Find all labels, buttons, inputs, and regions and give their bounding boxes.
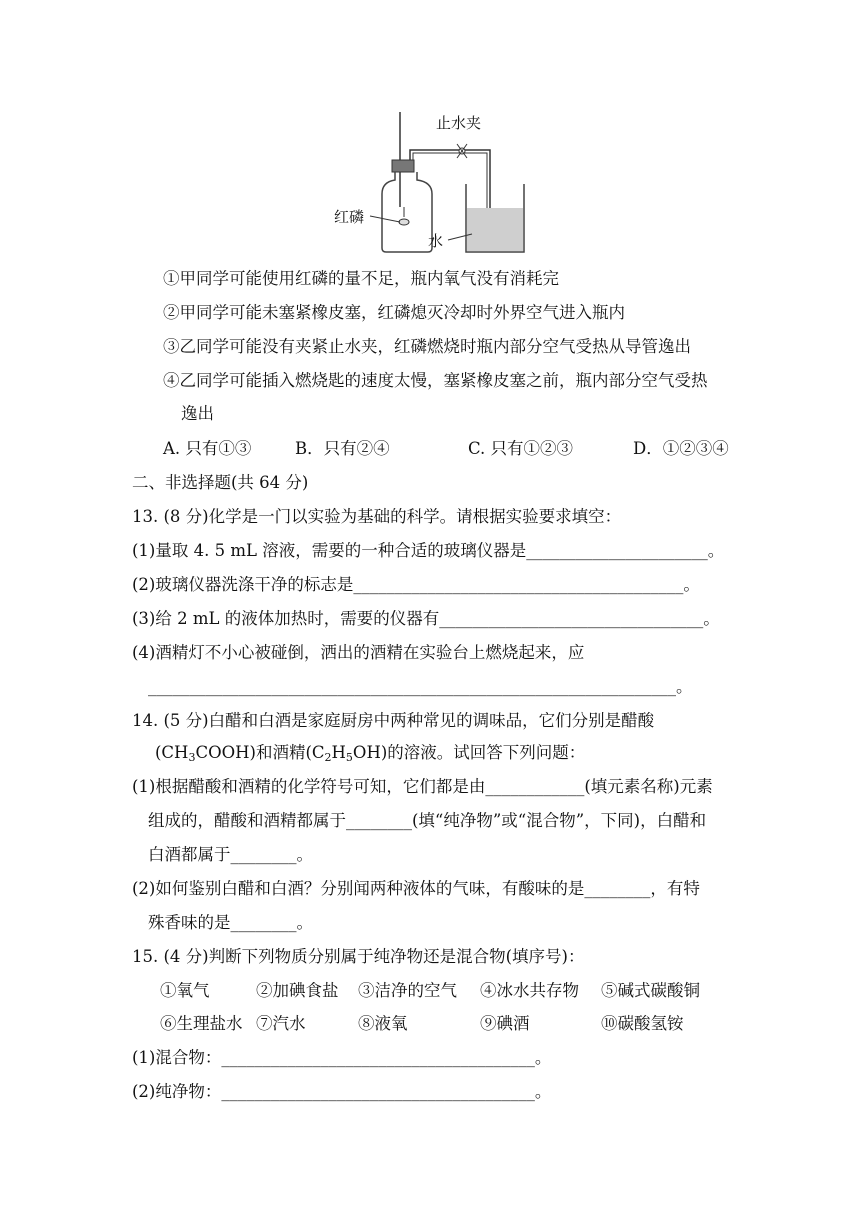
water-fill xyxy=(467,208,523,251)
q12-choice-a: A. 只有①③ xyxy=(163,439,252,458)
label-phosphorus: 红磷 xyxy=(334,208,365,226)
q12-choice-b: B．只有②④ xyxy=(295,439,390,458)
q15-substance: ⑦汽水 xyxy=(256,1014,306,1033)
q14-line-5: 殊香味的是________。 xyxy=(148,913,313,932)
q14-formula-part: H xyxy=(331,743,346,762)
q14-formula-part: COOH)和酒精(C xyxy=(195,743,325,762)
q15-substance: ②加碘食盐 xyxy=(256,981,339,1000)
q15-stem: 15. (4 分)判断下列物质分别属于纯净物还是混合物(填序号)： xyxy=(132,947,585,966)
q12-choice-c: C. 只有①②③ xyxy=(468,439,574,458)
q14-line-4: (2)如何鉴别白醋和白酒？分别闻两种液体的气味，有酸味的是________，有特 xyxy=(132,879,700,898)
q13-item-1: (1)量取 4. 5 mL 溶液，需要的一种合适的玻璃仪器是______________________。 xyxy=(132,541,725,560)
q14-stem-2 xyxy=(155,742,585,769)
q15-substance: ⑧液氧 xyxy=(358,1014,408,1033)
q13-item-4: (4)酒精灯不小心被碰倒，洒出的酒精在实验台上燃烧起来，应 xyxy=(132,643,585,662)
q15-answer-2: (2)纯净物：______________________________________。 xyxy=(132,1082,552,1101)
q12-option-3: ③乙同学可能没有夹紧止水夹，红磷燃烧时瓶内部分空气受热从导管逸出 xyxy=(163,337,691,356)
q15-substance: ⑥生理盐水 xyxy=(160,1014,243,1033)
q15-substance: ⑩碳酸氢铵 xyxy=(601,1014,684,1033)
q15-substance: ④冰水共存物 xyxy=(480,981,579,1000)
q14-line-3: 白酒都属于________。 xyxy=(148,845,313,864)
q14-formula-part: OH)的溶液。试回答下列问题： xyxy=(352,743,586,762)
subscript: 2 xyxy=(324,751,332,764)
phosphorus-leader-line xyxy=(370,216,400,222)
q14-stem-1: 14. (5 分)白醋和白酒是家庭厨房中两种常见的调味品，它们分别是醋酸 xyxy=(132,711,655,730)
q15-substance: ⑨碘酒 xyxy=(480,1014,530,1033)
rubber-stopper xyxy=(392,160,414,172)
label-clamp: 止水夹 xyxy=(436,114,482,132)
apparatus-figure xyxy=(320,112,550,262)
q12-option-2: ②甲同学可能未塞紧橡皮塞，红磷熄灭冷却时外界空气进入瓶内 xyxy=(163,303,625,322)
q13-item-4-blank: ________________________________________________________________。 xyxy=(148,677,693,696)
subscript: 3 xyxy=(188,751,196,764)
q12-option-1: ①甲同学可能使用红磷的量不足，瓶内氧气没有消耗完 xyxy=(163,269,559,288)
q15-substance: ①氧气 xyxy=(160,981,210,1000)
q12-option-4: ④乙同学可能插入燃烧匙的速度太慢，塞紧橡皮塞之前，瓶内部分空气受热 xyxy=(163,371,708,390)
combustion-spoon xyxy=(399,219,409,225)
label-water: 水 xyxy=(428,232,444,250)
q15-substance: ③洁净的空气 xyxy=(358,981,457,1000)
q14-line-1: (1)根据醋酸和酒精的化学符号可知，它们都是由____________(填元素名称)元素 xyxy=(132,777,713,796)
q12-option-4-cont: 逸出 xyxy=(181,404,214,423)
q12-choice-d: D．①②③④ xyxy=(633,439,729,458)
q13-item-2: (2)玻璃仪器洗涤干净的标志是________________________________________。 xyxy=(132,575,700,594)
q15-answer-1: (1)混合物：______________________________________。 xyxy=(132,1048,552,1067)
section-heading: 二、非选择题(共 64 分) xyxy=(132,473,309,492)
q15-substance: ⑤碱式碳酸铜 xyxy=(601,981,700,1000)
subscript: 5 xyxy=(345,751,353,764)
q14-formula-part: (CH xyxy=(155,743,189,762)
collection-bottle xyxy=(382,172,432,252)
q13-stem: 13. (8 分)化学是一门以实验为基础的科学。请根据实验要求填空： xyxy=(132,507,622,526)
q14-line-2: 组成的，醋酸和酒精都属于________(填“纯净物”或“混合物”，下同)，白醋和 xyxy=(148,811,707,830)
q13-item-3: (3)给 2 mL 的液体加热时，需要的仪器有________________________________。 xyxy=(132,609,720,628)
